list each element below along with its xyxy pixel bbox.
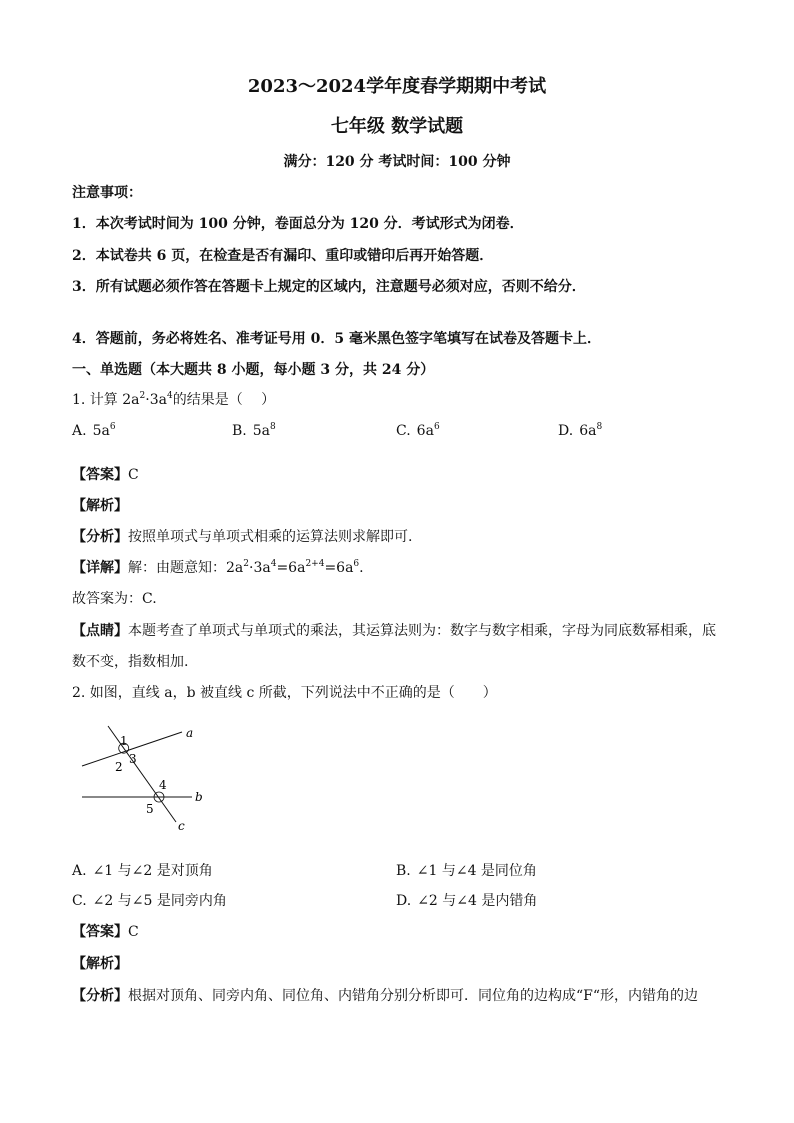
option-text: ∠2 与∠5 是同旁内角: [92, 893, 227, 909]
answer-value: C: [128, 924, 139, 940]
option-exponent: 6: [109, 422, 116, 432]
option-label: C.: [72, 893, 87, 909]
comment-tag: 【点睛】: [72, 623, 128, 639]
notice-item-1: 1．本次考试时间为 100 分钟，卷面总分为 120 分．考试形式为闭卷．: [72, 216, 524, 232]
fenxi-text: 按照单项式与单项式相乘的运算法则求解即可.: [128, 529, 413, 545]
fenxi-tag: 【分析】: [72, 988, 128, 1004]
q2-stem: 2. 如图，直线 a，b 被直线 c 所截，下列说法中不正确的是（ ）: [72, 685, 497, 701]
notice-heading: 注意事项：: [72, 185, 142, 201]
q2-analysis-tag: 【解析】: [72, 956, 128, 972]
fenxi-tag: 【分析】: [72, 529, 128, 545]
notice-item-3: 3．所有试题必须作答在答题卡上规定的区域内，注意题号必须对应，否则不给分．: [72, 279, 586, 295]
option-value: 5a: [92, 423, 110, 439]
q1-option-b: [232, 423, 276, 439]
q1-conclusion: 故答案为：C.: [72, 591, 157, 607]
answer-value: C: [128, 467, 139, 483]
exam-title: 2023～2024学年度春学期期中考试: [247, 76, 547, 97]
detail-text: ·3a: [249, 560, 271, 576]
option-value: 6a: [579, 423, 597, 439]
detail-exponent: 4: [270, 559, 277, 569]
detail-text: =6a: [276, 560, 306, 576]
q1-option-a: [72, 423, 116, 439]
q1-option-c: [396, 423, 440, 439]
exam-meta: 满分：120 分 考试时间：100 分钟: [283, 154, 511, 170]
detail-exponent: 2+4: [305, 559, 325, 569]
q1-stem-text: ·3a: [145, 392, 167, 408]
q1-stem: [72, 389, 275, 409]
option-label: B.: [232, 423, 247, 439]
q1-comment-cont: 数不变，指数相加.: [72, 654, 189, 670]
option-value: 6a: [416, 423, 434, 439]
option-exponent: 6: [433, 422, 440, 432]
option-label: A.: [72, 423, 87, 439]
detail-text: =6a: [324, 560, 354, 576]
option-label: D.: [396, 893, 412, 909]
section-heading: 一、单选题（本大题共 8 小题，每小题 3 分，共 24 分）: [72, 362, 435, 378]
detail-text: .: [359, 560, 364, 576]
q2-option-d: [396, 890, 537, 910]
option-label: A.: [72, 863, 87, 879]
q1-exponent: 4: [166, 391, 173, 401]
q2-option-a: [72, 860, 213, 880]
comment-text: 本题考查了单项式与单项式的乘法，其运算法则为：数字与数字相乘，字母为同底数幂相乘，底: [128, 623, 716, 639]
option-text: ∠1 与∠4 是同位角: [416, 863, 537, 879]
option-text: ∠1 与∠2 是对顶角: [92, 863, 213, 879]
q2-option-b: [396, 860, 537, 880]
label-c: c: [178, 819, 185, 833]
q2-figure: [76, 720, 236, 840]
option-text: ∠2 与∠4 是内错角: [417, 893, 538, 909]
notice-item-2: 2．本试卷共 6 页，在检查是否有漏印、重印或错印后再开始答题．: [72, 248, 494, 264]
q1-detail: [72, 557, 364, 577]
angle-label-2: 2: [115, 760, 123, 774]
q1-stem-text: 的结果是（ ）: [172, 392, 276, 408]
label-a: a: [186, 726, 194, 740]
option-label: D.: [558, 423, 574, 439]
detail-tag: 【详解】: [72, 560, 128, 576]
option-exponent: 8: [270, 422, 276, 432]
angle-label-1: 1: [120, 734, 128, 748]
option-label: B.: [396, 863, 411, 879]
fenxi-text: 根据对顶角、同旁内角、同位角、内错角分别分析即可．同位角的边构成“F“形，内错角的边: [128, 988, 699, 1004]
q2-option-c: [72, 890, 227, 910]
line-c: [108, 726, 176, 822]
angle-label-3: 3: [129, 752, 137, 766]
option-value: 5a: [252, 423, 271, 439]
angle-label-5: 5: [146, 802, 154, 816]
q1-fenxi: [72, 526, 412, 546]
notice-item-4: 4．答题前，务必将姓名、准考证号用 0．5 毫米黑色签字笔填写在试卷及答题卡上．: [72, 331, 601, 347]
q1-option-d: [558, 423, 602, 439]
option-label: C.: [396, 423, 411, 439]
q1-analysis-tag: 【解析】: [72, 498, 128, 514]
q1-stem-text: 1. 计算 2a: [72, 392, 140, 408]
detail-exponent: 2: [243, 559, 249, 569]
q1-answer: [72, 464, 139, 484]
q2-fenxi: [72, 985, 698, 1005]
detail-exponent: 6: [353, 559, 360, 569]
answer-tag: 【答案】: [72, 924, 128, 940]
label-b: b: [195, 790, 203, 804]
answer-tag: 【答案】: [72, 467, 128, 483]
q1-comment: [72, 620, 716, 640]
q1-exponent: 2: [139, 391, 146, 401]
exam-subtitle: 七年级 数学试题: [330, 116, 464, 137]
q2-answer: [72, 921, 139, 941]
detail-text: 解：由题意知：2a: [128, 560, 244, 576]
option-exponent: 8: [596, 422, 603, 432]
angle-label-4: 4: [159, 778, 167, 792]
